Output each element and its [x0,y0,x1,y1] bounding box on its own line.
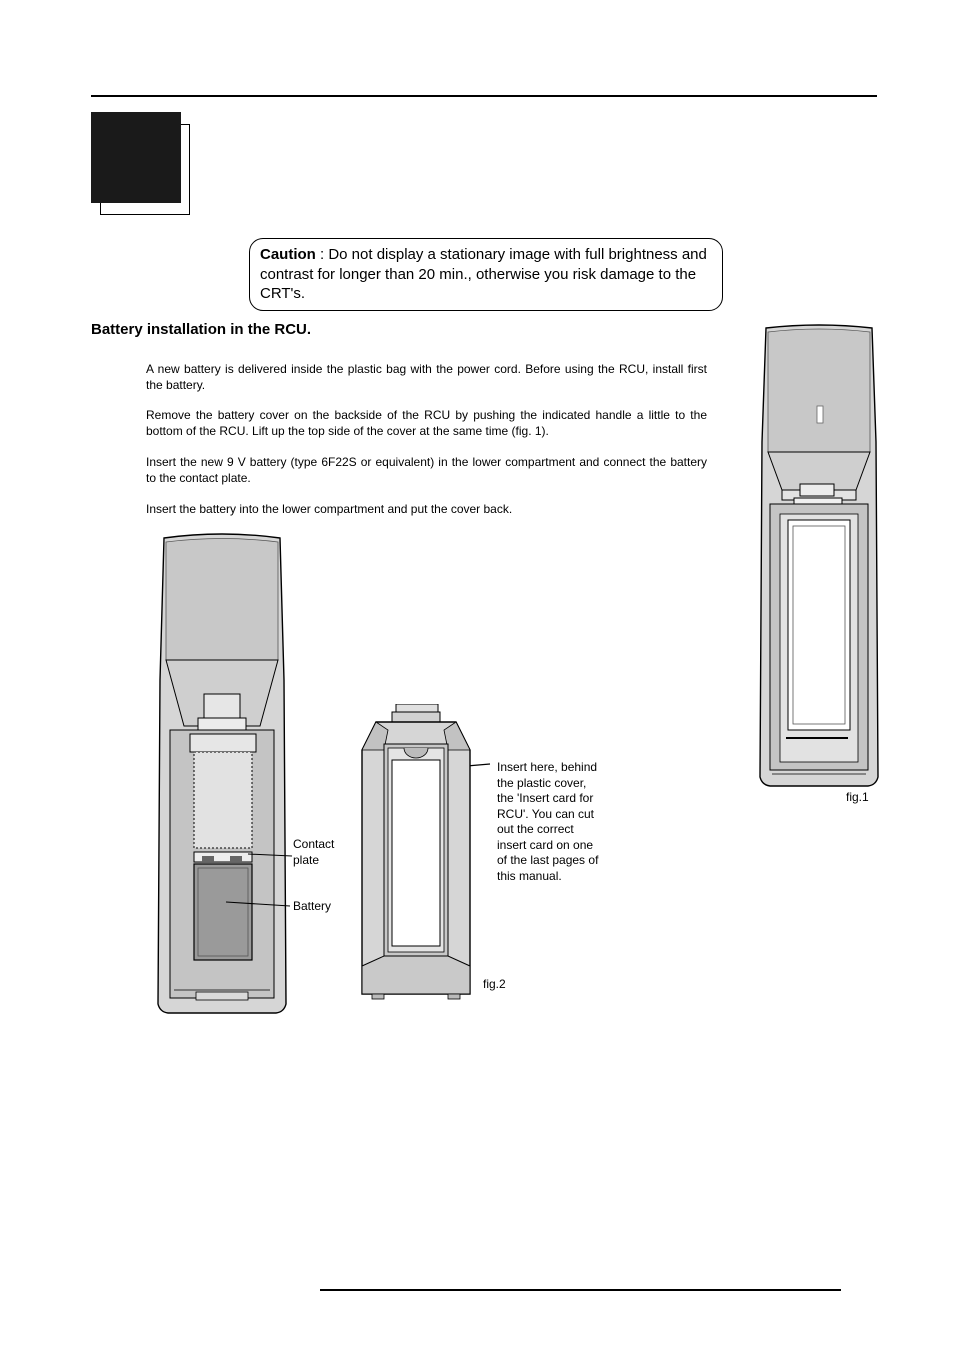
fig1-remote-illustration [758,322,880,790]
caution-text: : Do not display a stationary image with full brightness and contrast for longer than 20 min., otherwise you risk damage to the CRT's. [260,246,707,302]
paragraph-battery-delivered: A new battery is delivered inside the plastic bag with the power cord. Before using the RCU, install first the battery. [146,362,707,392]
insert-card-note: Insert here, behind the plastic cover, the 'Insert card for RCU'. You can cut out the correct insert card on one of the last pages of this manual. [497,760,599,883]
paragraph-insert-battery: Insert the new 9 V battery (type 6F22S or equivalent) in the lower compartment and connect the battery to the contact plate. [146,455,707,485]
paragraph-remove-cover: Remove the battery cover on the backside of the RCU by pushing the indicated handle a little to the bottom of the RCU. Lift up the top side of the cover at the same time (fig. 1). [146,408,707,438]
chapter-block [91,112,181,203]
caution-label: Caution [260,246,316,263]
contact-plate-label: Contact plate [293,837,335,867]
fig2-caption: fig.2 [483,977,506,991]
caution-box [249,238,723,311]
section-title: Battery installation in the RCU. [91,321,312,338]
header-rule [91,95,877,97]
battery-label: Battery [293,899,332,913]
remote-battery-illustration [156,530,288,1016]
fig1-caption: fig.1 [846,790,869,804]
footer-rule [320,1289,841,1291]
fig2-cover-illustration [360,704,472,1002]
paragraph-put-cover-back: Insert the battery into the lower compartment and put the cover back. [146,502,513,516]
